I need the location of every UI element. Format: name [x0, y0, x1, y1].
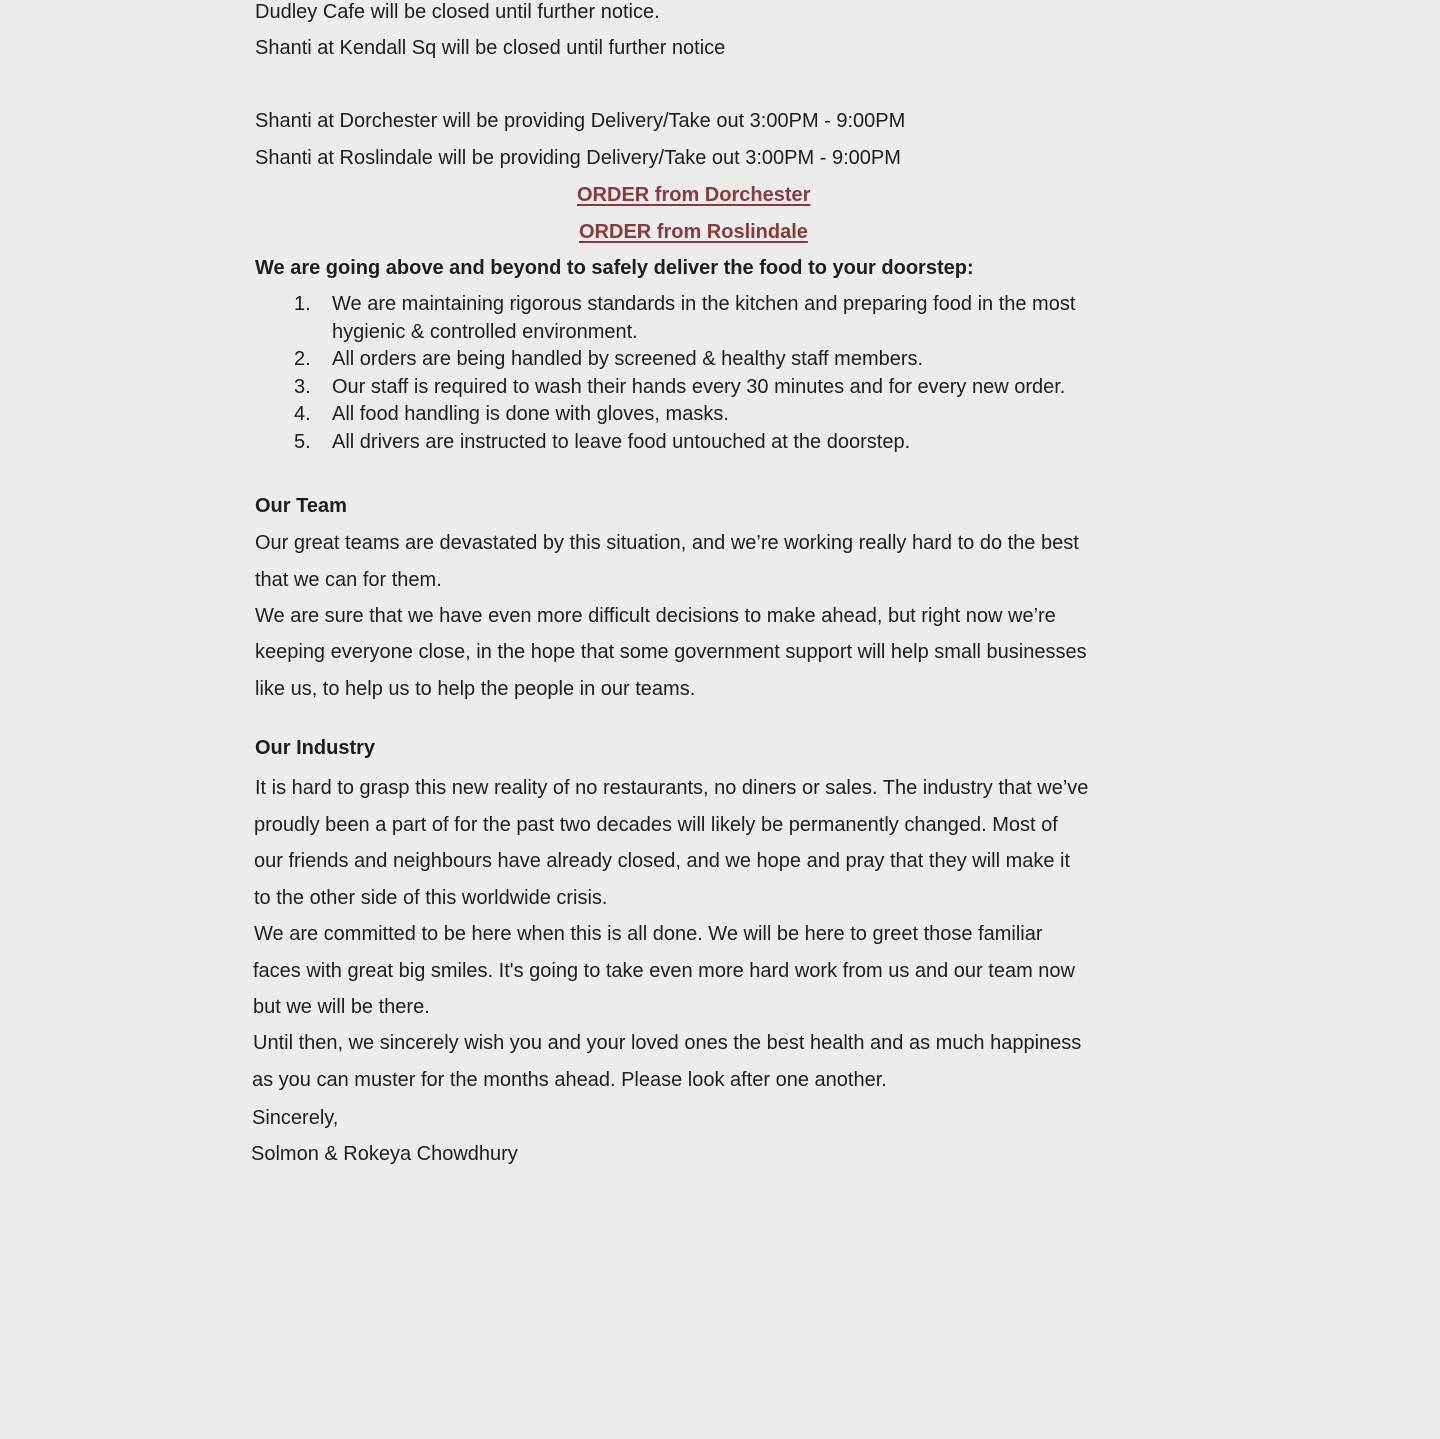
industry-paragraph-line: faces with great big smiles. It's going to take even more hard work from us and our team now	[253, 960, 1075, 982]
team-heading: Our Team	[255, 495, 347, 517]
safety-heading: We are going above and beyond to safely deliver the food to your doorstep:	[255, 257, 974, 279]
list-item-text: All drivers are instructed to leave food untouched at the doorstep.	[332, 430, 911, 453]
list-item	[294, 429, 1075, 457]
list-item-number: 1.	[294, 293, 311, 315]
list-item-number: 2.	[294, 348, 311, 370]
list-item-text: All food handling is done with gloves, masks.	[332, 403, 729, 425]
list-item	[294, 291, 1075, 346]
industry-paragraph-line: but we will be there.	[253, 996, 430, 1018]
signature: Solmon & Rokeya Chowdhury	[251, 1143, 518, 1165]
team-paragraph-line: keeping everyone close, in the hope that some government support will help small businesses	[255, 641, 1087, 663]
list-item	[294, 374, 1075, 402]
list-item-number: 4.	[294, 403, 311, 425]
delivery-notice-roslindale: Shanti at Roslindale will be providing Delivery/Take out 3:00PM - 9:00PM	[255, 147, 901, 169]
team-paragraph-line: Our great teams are devastated by this situation, and we’re working really hard to do the best	[255, 532, 1079, 554]
industry-paragraph-line: Until then, we sincerely wish you and your loved ones the best health and as much happiness	[253, 1032, 1082, 1054]
industry-paragraph-line: It is hard to grasp this new reality of no restaurants, no diners or sales. The industry that we’ve	[255, 777, 1089, 799]
team-paragraph-line: that we can for them.	[255, 569, 442, 591]
team-paragraph-line: We are sure that we have even more difficult decisions to make ahead, but right now we’re	[255, 605, 1056, 627]
industry-paragraph-line: We are committed to be here when this is all done. We will be here to greet those familiar	[254, 923, 1043, 945]
list-item-number: 5.	[294, 430, 311, 453]
closure-notice-kendall: Shanti at Kendall Sq will be closed until further notice	[255, 37, 726, 59]
list-item-text: Our staff is required to wash their hands every 30 minutes and for every new order.	[332, 375, 1066, 398]
list-item-number: 3.	[294, 375, 311, 398]
list-item	[294, 346, 1075, 374]
team-paragraph-line: like us, to help us to help the people in our teams.	[255, 678, 696, 700]
industry-heading: Our Industry	[255, 737, 376, 759]
list-item-text: All orders are being handled by screened & healthy staff members.	[332, 348, 924, 370]
list-item	[294, 401, 1075, 429]
delivery-notice-dorchester: Shanti at Dorchester will be providing Delivery/Take out 3:00PM - 9:00PM	[255, 110, 906, 132]
order-dorchester-link[interactable]: ORDER from Dorchester	[577, 184, 811, 206]
industry-paragraph-line: our friends and neighbours have already closed, and we hope and pray that they will make it	[254, 850, 1071, 872]
list-item-text: We are maintaining rigorous standards in the kitchen and preparing food in the most	[332, 293, 1076, 315]
order-roslindale-link[interactable]: ORDER from Roslindale	[579, 221, 808, 243]
industry-paragraph-line: proudly been a part of for the past two decades will likely be permanently changed. Most of	[254, 814, 1058, 836]
closure-notice-dudley: Dudley Cafe will be closed until further notice.	[255, 1, 660, 23]
industry-paragraph-line: to the other side of this worldwide crisis.	[254, 887, 608, 909]
closing-salutation: Sincerely,	[252, 1107, 339, 1129]
safety-list	[294, 291, 1075, 456]
list-item-text: hygienic & controlled environment.	[332, 320, 638, 343]
industry-paragraph-line: as you can muster for the months ahead. Please look after one another.	[252, 1069, 887, 1091]
